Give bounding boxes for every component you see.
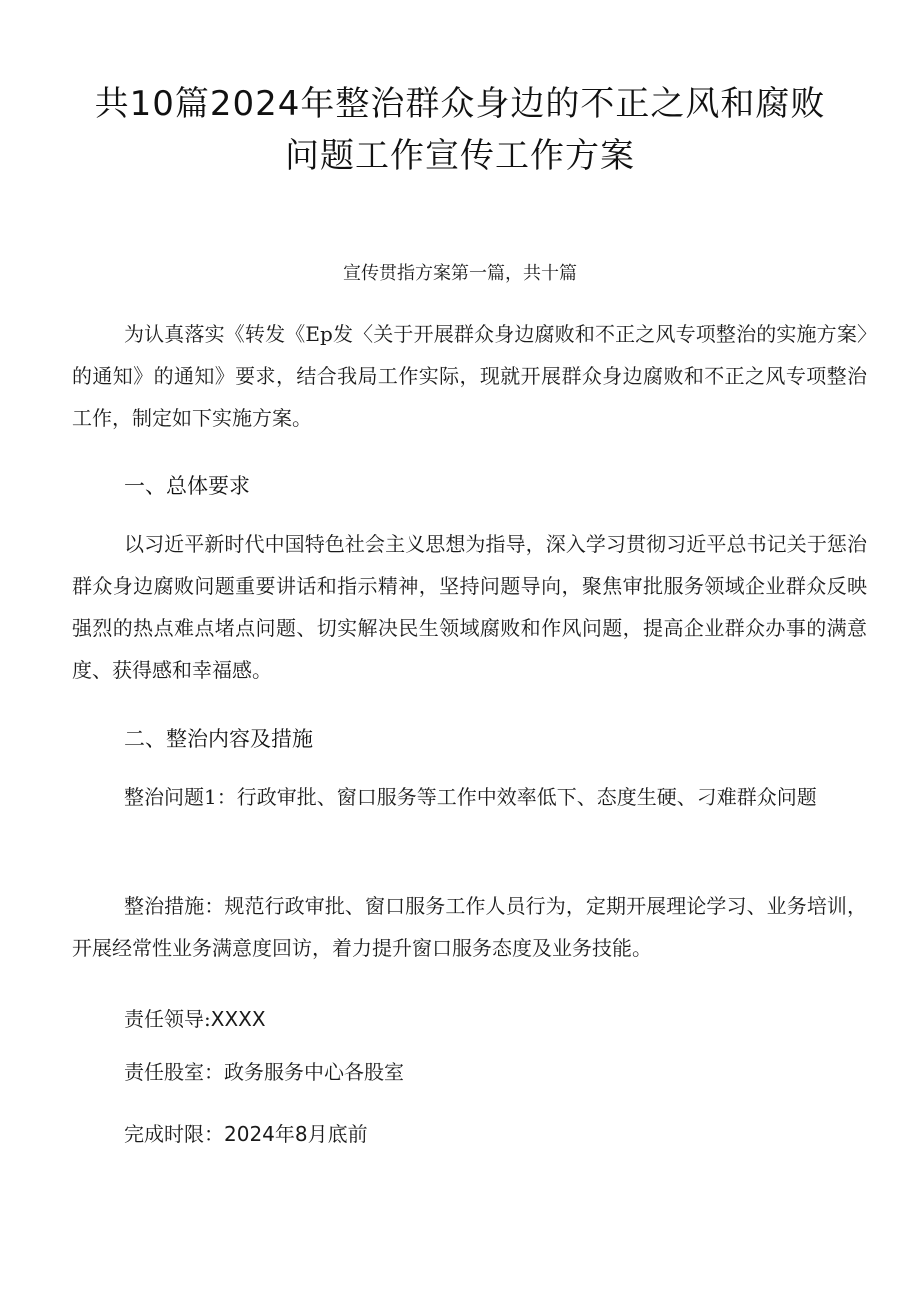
deadline-line (124, 1119, 368, 1149)
section-heading-rectification: 二、整治内容及措施 (124, 727, 313, 751)
document-title: 共10篇2024年整治群众身边的不正之风和腐败问题工作宣传工作方案 (94, 84, 826, 176)
rectification-issue-paragraph: 整治问题1：行政审批、窗口服务等工作中效率低下、态度生硬、刁难群众问题 (124, 785, 817, 809)
deadline-label: 完成时限： (124, 1122, 224, 1146)
responsible-leader-label: 责任领导: (124, 1007, 211, 1031)
section-heading-general-requirements: 一、总体要求 (124, 474, 250, 498)
responsible-leader-value: XXXX (210, 1007, 266, 1031)
responsible-leader-line (124, 1004, 266, 1034)
general-requirements-paragraph: 以习近平新时代中国特色社会主义思想为指导，深入学习贯彻习近平总书记关于惩治群众身边腐败问题重要讲话和指示精神，坚持问题导向，聚焦审批服务领域企业群众反映强烈的热点难点堵点问题、切实解决民生领域腐败和作风问题，提高企业群众办事的满意度、获得感和幸福感。 (72, 532, 867, 682)
document-subtitle: 宣传贯指方案第一篇，共十篇 (343, 263, 577, 284)
responsible-office-line (124, 1057, 404, 1087)
deadline-value: 2024年8月底前 (224, 1122, 368, 1146)
responsible-office-label: 责任股室： (124, 1060, 224, 1084)
responsible-office-value: 政务服务中心各股室 (224, 1060, 404, 1084)
rectification-measures-paragraph: 整治措施：规范行政审批、窗口服务工作人员行为，定期开展理论学习、业务培训，开展经常性业务满意度回访，着力提升窗口服务态度及业务技能。 (72, 894, 867, 960)
intro-paragraph: 为认真落实《转发《Ep发〈关于开展群众身边腐败和不正之风专项整治的实施方案〉的通知》的通知》要求，结合我局工作实际，现就开展群众身边腐败和不正之风专项整治工作，制定如下实施方案。 (72, 322, 867, 430)
